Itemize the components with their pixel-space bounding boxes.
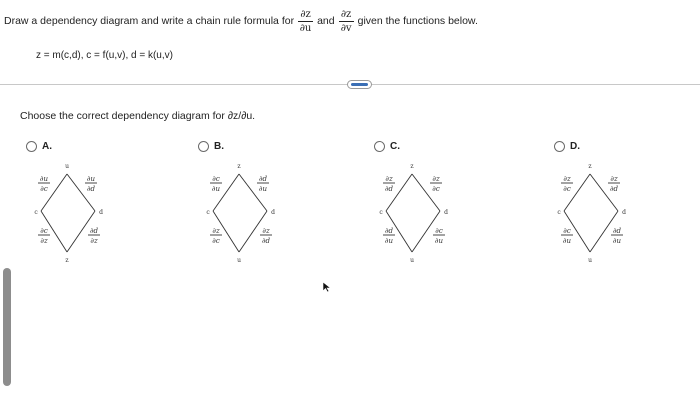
- edge-label-lower-left-denominator: ∂u: [384, 237, 394, 245]
- fraction-denominator: ∂v: [340, 22, 352, 34]
- node-top: z: [237, 163, 241, 170]
- fraction-bar: [298, 21, 313, 22]
- dependency-diagram: [553, 156, 643, 268]
- node-top: z: [410, 163, 414, 170]
- edge-label-lower-right-denominator: ∂u: [434, 237, 444, 245]
- edge-label-lower-right-denominator: ∂u: [612, 237, 622, 245]
- edge-label-upper-left-denominator: ∂c: [563, 185, 571, 193]
- edge-label-lower-right-numerator: ∂d: [89, 227, 99, 235]
- edge-label-upper-right-denominator: ∂d: [609, 185, 619, 193]
- option-letter: B.: [214, 141, 224, 152]
- node-bottom: u: [410, 257, 414, 264]
- question-prefix: Draw a dependency diagram and write a chain rule formula for: [4, 15, 295, 27]
- fraction-numerator: ∂z: [300, 8, 311, 20]
- fraction-dz-dv: [339, 9, 354, 34]
- edge-label-upper-left-numerator: ∂z: [385, 175, 393, 183]
- fraction-numerator: ∂z: [340, 8, 352, 20]
- option-a[interactable]: [26, 141, 52, 152]
- edge-label-lower-left-denominator: ∂c: [212, 237, 220, 245]
- edge-label-upper-right-denominator: ∂u: [258, 185, 268, 193]
- question-suffix: given the functions below.: [357, 15, 478, 27]
- radio-icon[interactable]: [554, 141, 565, 152]
- edge-label-upper-right-numerator: ∂z: [610, 175, 618, 183]
- edge-label-upper-left-numerator: ∂u: [39, 175, 49, 183]
- fraction-dz-du: [298, 9, 313, 34]
- edge-label-upper-left-denominator: ∂d: [384, 185, 394, 193]
- node-left: c: [206, 209, 210, 216]
- edge-label-lower-right-numerator: ∂c: [435, 227, 443, 235]
- radio-icon[interactable]: [26, 141, 37, 152]
- node-right: d: [622, 209, 626, 216]
- edge-label-lower-right-denominator: ∂z: [90, 237, 98, 245]
- option-letter: C.: [390, 141, 400, 152]
- node-bottom: u: [588, 257, 592, 264]
- node-bottom: z: [65, 257, 69, 264]
- edge-label-upper-right-denominator: ∂d: [86, 185, 96, 193]
- node-left: c: [34, 209, 38, 216]
- question-prompt: Choose the correct dependency diagram for ∂z/∂u.: [20, 110, 256, 122]
- cursor-icon: [322, 281, 332, 293]
- edge-label-lower-left-numerator: ∂c: [563, 227, 571, 235]
- edge-label-upper-left-numerator: ∂c: [212, 175, 220, 183]
- dependency-diagram: [375, 156, 465, 268]
- node-right: d: [99, 209, 103, 216]
- node-top: z: [588, 163, 592, 170]
- edge-label-upper-right-denominator: ∂c: [432, 185, 440, 193]
- option-letter: D.: [570, 141, 580, 152]
- dependency-diagram: [30, 156, 120, 268]
- scrollbar-handle[interactable]: [3, 268, 11, 386]
- edge-label-lower-left-numerator: ∂d: [384, 227, 394, 235]
- edge-label-upper-right-numerator: ∂u: [86, 175, 96, 183]
- node-right: d: [271, 209, 275, 216]
- ellipsis-icon: [351, 83, 368, 86]
- node-left: c: [557, 209, 561, 216]
- edge-label-upper-left-denominator: ∂c: [40, 185, 48, 193]
- given-functions: z = m(c,d), c = f(u,v), d = k(u,v): [36, 50, 173, 61]
- edge-label-lower-right-numerator: ∂z: [262, 227, 270, 235]
- option-letter: A.: [42, 141, 52, 152]
- node-left: c: [379, 209, 383, 216]
- dependency-diagram: [202, 156, 292, 268]
- edge-label-lower-left-numerator: ∂c: [40, 227, 48, 235]
- node-right: d: [444, 209, 448, 216]
- edge-label-upper-right-numerator: ∂z: [432, 175, 440, 183]
- edge-label-lower-left-numerator: ∂z: [212, 227, 220, 235]
- edge-label-lower-left-denominator: ∂u: [562, 237, 572, 245]
- radio-icon[interactable]: [198, 141, 209, 152]
- fraction-bar: [339, 21, 354, 22]
- fraction-denominator: ∂u: [299, 22, 312, 34]
- option-c[interactable]: [374, 141, 400, 152]
- question-text: [4, 6, 478, 36]
- edge-label-lower-left-denominator: ∂z: [40, 237, 48, 245]
- option-d[interactable]: [554, 141, 580, 152]
- edge-label-upper-left-denominator: ∂u: [211, 185, 221, 193]
- option-b[interactable]: [198, 141, 224, 152]
- node-top: u: [65, 163, 69, 170]
- question-and: and: [317, 15, 335, 27]
- edge-label-upper-left-numerator: ∂z: [563, 175, 571, 183]
- edge-label-lower-right-numerator: ∂d: [612, 227, 622, 235]
- expand-button[interactable]: [347, 80, 372, 89]
- node-bottom: u: [237, 257, 241, 264]
- radio-icon[interactable]: [374, 141, 385, 152]
- edge-label-upper-right-numerator: ∂d: [258, 175, 268, 183]
- edge-label-lower-right-denominator: ∂d: [261, 237, 271, 245]
